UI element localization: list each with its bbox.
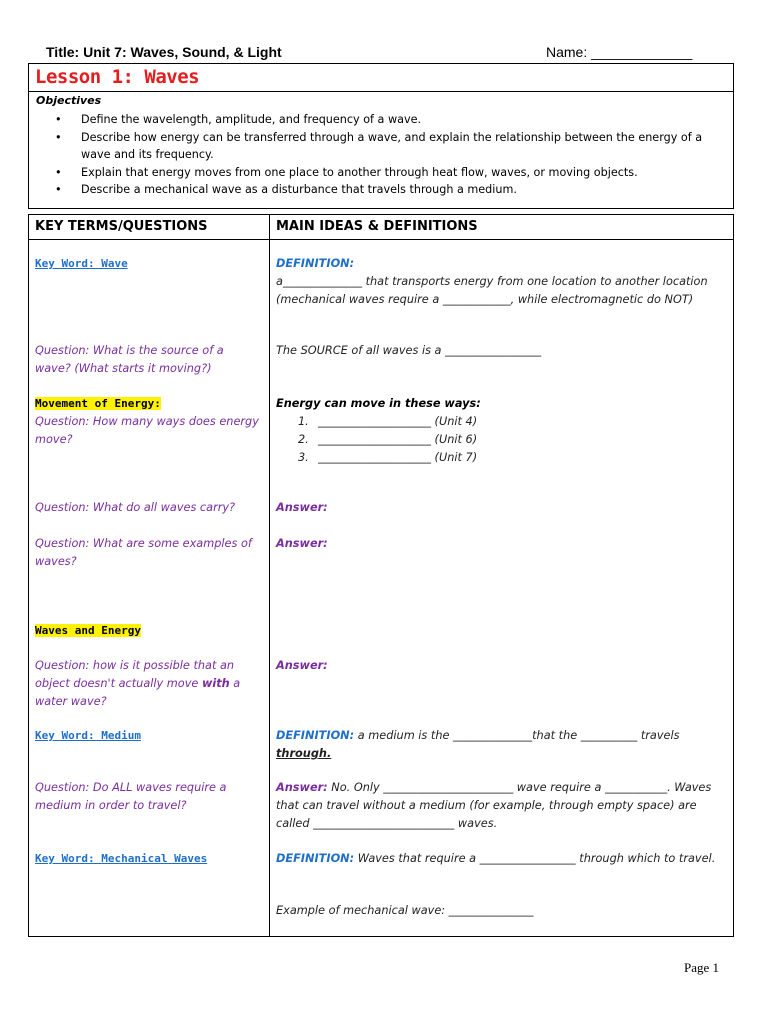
definition-label: DEFINITION: (276, 257, 355, 270)
answer-object (276, 657, 726, 675)
answer-carry (276, 499, 726, 517)
objective-item: • Describe how energy can be transferred through a wave, and explain the relationship between the energy of a wave and its frequency. (55, 129, 720, 164)
medium-definition (276, 727, 726, 763)
mechanical-definition (276, 850, 726, 868)
question-source: Question: What is the source of a wave? (What starts it moving?) (35, 344, 224, 375)
col-key-terms: KEY TERMS/QUESTIONS (35, 219, 208, 234)
wave-definition (276, 255, 726, 309)
mechanical-definition-text: Waves that require a _________________ through which to travel. (354, 852, 716, 865)
medium-definition-text: a medium is the ______________that the __________ travels (354, 729, 680, 742)
column-divider (269, 215, 270, 936)
key-word-mechanical (35, 850, 259, 868)
lesson-title: Lesson 1: Waves (35, 66, 200, 88)
question-examples: Question: What are some examples of waves? (35, 537, 252, 568)
mechanical-example: Example of mechanical wave: _______________ (276, 904, 534, 917)
energy-way-item (276, 431, 726, 449)
waves-and-energy (35, 622, 259, 640)
objective-item: • Define the wavelength, amplitude, and frequency of a wave. (55, 111, 720, 129)
energy-way-item (276, 449, 726, 467)
waves-energy-label: Waves and Energy (35, 624, 141, 637)
header-divider (29, 239, 733, 240)
col-main-ideas: MAIN IDEAS & DEFINITIONS (276, 219, 478, 234)
name-field: Name: _____________ (546, 44, 693, 60)
worksheet-header (46, 44, 706, 62)
page-number: Page 1 (684, 960, 720, 975)
definition-label: DEFINITION: (276, 729, 355, 742)
question-object (35, 657, 259, 711)
objective-item: • Describe a mechanical wave as a disturbance that travels through a medium. (55, 181, 720, 199)
answer-all-waves-text: No. Only _______________________ wave require a ___________. Waves that can travel without a medium (for example, through empty space) are called _________________________ waves. (276, 781, 712, 830)
movement-energy-label: Movement of Energy: (35, 397, 161, 410)
key-word-mechanical-label: Key Word: Mechanical Waves (35, 852, 208, 865)
key-word-medium (35, 727, 259, 745)
objective-item: • Explain that energy moves from one place to another through heat flow, waves, or moving objects. (55, 164, 720, 182)
key-word-wave (35, 255, 259, 273)
wave-definition-text: a______________ that transports energy from one location to another location (mechanical waves require a ____________, while electromagnetic do NOT) (276, 275, 708, 306)
key-word-medium-label: Key Word: Medium (35, 729, 141, 742)
energy-way-text: ____________________ (Unit 6) (318, 433, 478, 446)
answer-all-waves (276, 779, 726, 833)
medium-definition-through: through. (276, 747, 332, 760)
answer-label: Answer: (276, 537, 328, 550)
answer-label: Answer: (276, 659, 328, 672)
question-ways: Question: How many ways does energy move? (35, 415, 259, 446)
question-object-with: with (201, 677, 230, 690)
answer-label: Answer: (276, 501, 328, 514)
objectives-box (28, 91, 734, 209)
energy-way-number: 1. (298, 415, 309, 428)
energy-way-number: 2. (298, 433, 309, 446)
energy-way-item (276, 413, 726, 431)
question-object-text-a: Question: how is it possible that an object doesn't actually move (35, 659, 235, 690)
objectives-heading: Objectives (36, 94, 102, 107)
key-word-wave-label: Key Word: Wave (35, 257, 128, 270)
question-object-text-b: a water wave? (35, 677, 241, 708)
question-all-waves: Question: Do ALL waves require a medium in order to travel? (35, 781, 227, 812)
energy-ways (276, 395, 726, 467)
answer-examples (276, 535, 726, 553)
energy-way-text: ____________________ (Unit 7) (318, 451, 478, 464)
lesson-box (28, 63, 734, 92)
movement-of-energy (35, 395, 259, 413)
energy-ways-heading: Energy can move in these ways: (276, 397, 481, 410)
question-carry: Question: What do all waves carry? (35, 501, 236, 514)
answer-label: Answer: (276, 781, 328, 794)
definition-label: DEFINITION: (276, 852, 355, 865)
unit-title: Title: Unit 7: Waves, Sound, & Light (46, 44, 282, 60)
objectives-list (55, 111, 720, 199)
energy-way-number: 3. (298, 451, 309, 464)
cornell-notes-table (28, 214, 734, 937)
wave-source: The SOURCE of all waves is a _________________ (276, 344, 542, 357)
energy-way-text: ____________________ (Unit 4) (318, 415, 478, 428)
